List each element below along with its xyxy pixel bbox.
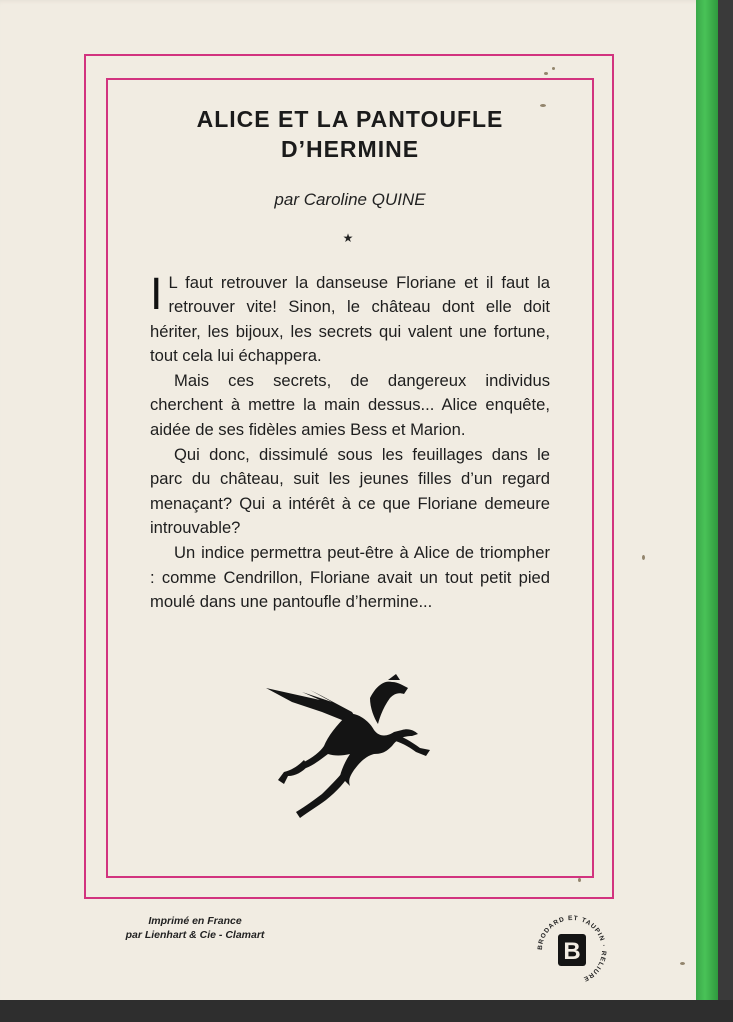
blurb-paragraph-text: L faut retrouver la danseuse Floriane et il faut la retrouver vite! Sinon, le château dont elle doit hériter, les bijoux, les secrets qui valent une fortune, tout cela lui échappera. (150, 273, 550, 365)
paper-speck (642, 555, 645, 560)
book-title (106, 104, 594, 164)
imprint-line-1: Imprimé en France (148, 915, 242, 927)
seal-ring-text: BRODARD ET TAUPIN · RELIURE (536, 914, 608, 983)
title-line-2: D’HERMINE (280, 136, 420, 162)
blurb-paragraph: Qui donc, dissimulé sous les feuillages dans le parc du château, suit les jeunes filles d’un regard menaçant? Qui a intérêt à ce que Floriane demeure introuvable? (150, 445, 550, 537)
blurb-paragraph: Un indice permettra peut-être à Alice de triompher : comme Cendrillon, Floriane avait un tout petit pied moulé dans une pantoufle d’hermine... (150, 543, 550, 611)
seal-letter: B (563, 938, 581, 965)
title-line-1: ALICE ET LA PANTOUFLE (196, 106, 504, 132)
blurb-text (150, 268, 550, 615)
drop-cap: I (150, 268, 163, 319)
author-line: par Caroline QUINE (274, 190, 426, 209)
imprint-line-2: par Lienhart & Cie - Clamart (125, 929, 265, 941)
star-separator: ★ (342, 231, 354, 245)
green-spine (696, 0, 718, 1000)
imprint (100, 914, 290, 942)
binder-seal-logo (530, 908, 614, 992)
blurb-paragraph: Mais ces secrets, de dangereux individus cherchent à mettre la main dessus... Alice enquête, aidée de ses fidèles amies Bess et Marion. (150, 371, 550, 439)
pegasus-icon (262, 672, 442, 822)
bottom-edge (0, 1000, 733, 1022)
blurb-paragraph (150, 268, 550, 368)
paper-speck (680, 962, 685, 965)
